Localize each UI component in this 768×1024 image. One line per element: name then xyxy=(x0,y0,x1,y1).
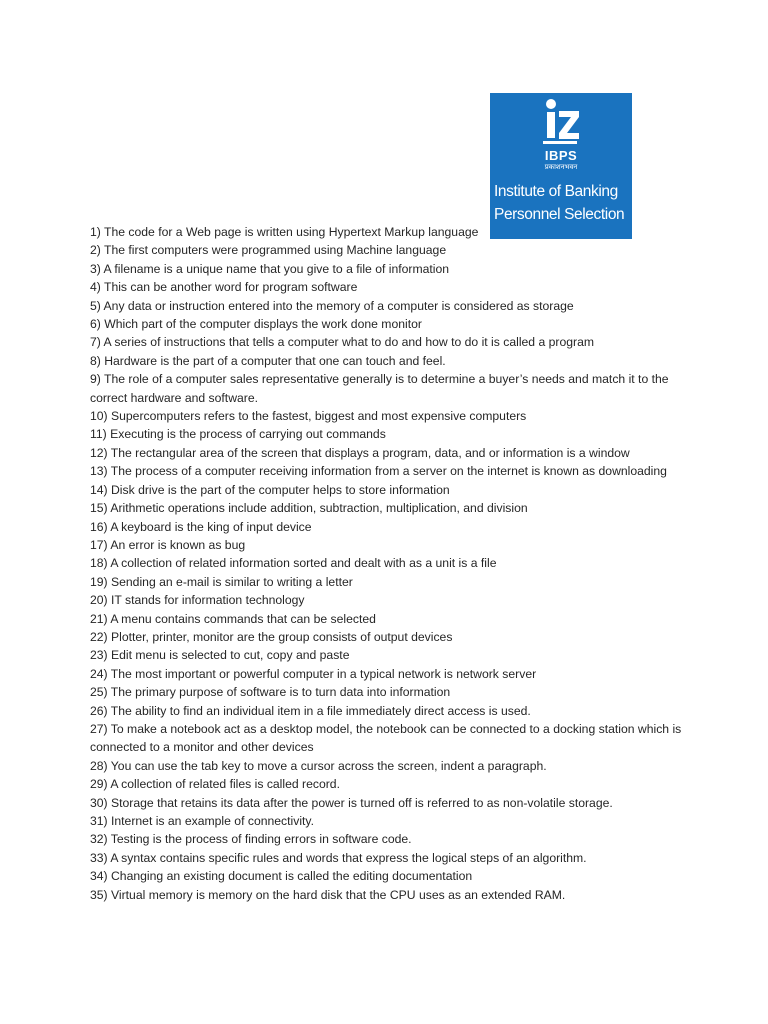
list-item: 5) Any data or instruction entered into the memory of a computer is considered as storage xyxy=(90,298,574,313)
list-item: 29) A collection of related files is called record. xyxy=(90,777,340,792)
list-item: 20) IT stands for information technology xyxy=(90,593,305,608)
list-item: 25) The primary purpose of software is to turn data into information xyxy=(90,685,451,700)
list-item: 19) Sending an e-mail is similar to writing a letter xyxy=(90,574,353,589)
logo-name-line2: Personnel Selection xyxy=(494,206,625,223)
logo-hindi-text: प्रकाशनभवन xyxy=(544,164,578,171)
list-item: 17) An error is known as bug xyxy=(90,537,246,552)
ibps-logo xyxy=(490,93,632,239)
list-item: 31) Internet is an example of connectivity. xyxy=(90,814,315,828)
list-item: 14) Disk drive is the part of the computer helps to store information xyxy=(90,482,450,497)
list-item: 11) Executing is the process of carrying out commands xyxy=(90,427,386,442)
list-item: 22) Plotter, printer, monitor are the group consists of output devices xyxy=(90,629,453,644)
list-item: 15) Arithmetic operations include addition, subtraction, multiplication, and division xyxy=(90,501,528,516)
ibps-emblem-icon xyxy=(534,97,586,151)
list-item: 24) The most important or powerful computer in a typical network is network server xyxy=(90,666,537,681)
list-item: 21) A menu contains commands that can be selected xyxy=(90,611,376,626)
list-item: 16) A keyboard is the king of input device xyxy=(90,519,312,534)
list-item: 30) Storage that retains its data after the power is turned off is referred to as non-volatile storage. xyxy=(90,795,613,810)
list-item: 33) A syntax contains specific rules and words that express the logical steps of an algorithm. xyxy=(90,850,587,865)
facts-list xyxy=(90,223,690,904)
list-item: 13) The process of a computer receiving information from a server on the internet is known as downloading xyxy=(90,464,667,479)
list-item: 35) Virtual memory is memory on the hard disk that the CPU uses as an extended RAM. xyxy=(90,887,566,902)
list-item: 27) To make a notebook act as a desktop model, the notebook can be connected to a docking station which is connected to a monitor and other devices xyxy=(90,721,682,755)
list-item: 8) Hardware is the part of a computer that one can touch and feel. xyxy=(90,353,446,368)
list-item: 32) Testing is the process of finding errors in software code. xyxy=(90,832,412,847)
list-item: 1) The code for a Web page is written using Hypertext Markup language xyxy=(90,225,479,239)
logo-name-line1: Institute of Banking xyxy=(494,183,618,200)
list-item: 23) Edit menu is selected to cut, copy and paste xyxy=(90,648,350,663)
list-item: 12) The rectangular area of the screen that displays a program, data, and or information is a window xyxy=(90,445,630,460)
list-item: 26) The ability to find an individual item in a file immediately direct access is used. xyxy=(90,703,531,718)
list-item: 4) This can be another word for program software xyxy=(90,280,358,295)
list-item: 3) A filename is a unique name that you give to a file of information xyxy=(90,261,450,276)
list-item: 18) A collection of related information sorted and dealt with as a unit is a file xyxy=(90,556,497,571)
logo-abbreviation: IBPS xyxy=(544,148,578,163)
list-item: 2) The first computers were programmed using Machine language xyxy=(90,243,447,258)
list-item: 7) A series of instructions that tells a computer what to do and how to do it is called a program xyxy=(90,335,595,350)
list-item: 34) Changing an existing document is called the editing documentation xyxy=(90,869,473,884)
list-item: 6) Which part of the computer displays the work done monitor xyxy=(90,317,422,332)
list-item: 10) Supercomputers refers to the fastest, biggest and most expensive computers xyxy=(90,409,527,424)
list-item: 9) The role of a computer sales representative generally is to determine a buyer’s needs and match it to the correct hardware and software. xyxy=(90,372,669,405)
list-item: 28) You can use the tab key to move a cursor across the screen, indent a paragraph. xyxy=(90,758,547,773)
